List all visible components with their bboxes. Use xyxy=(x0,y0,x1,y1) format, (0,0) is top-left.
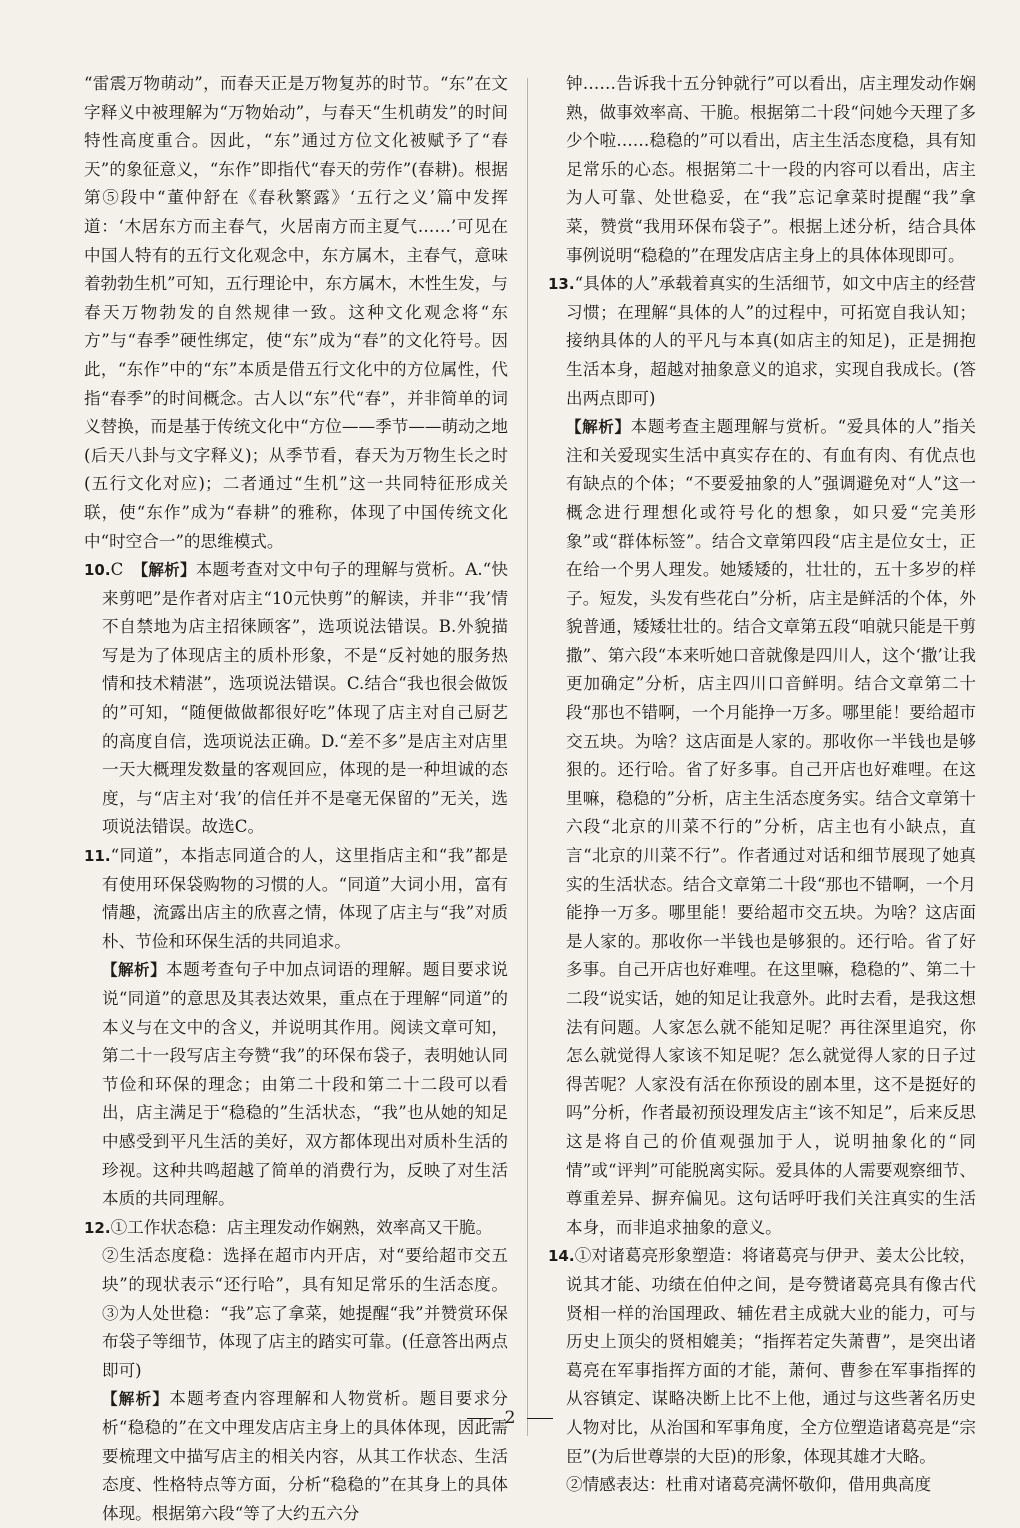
right-column xyxy=(548,70,976,1500)
analysis-label: 【解析】 xyxy=(102,1390,170,1409)
analysis-label: 【解析】 xyxy=(140,561,196,580)
analysis-label: 【解析】 xyxy=(566,418,631,437)
analysis-label: 【解析】 xyxy=(102,961,167,980)
question-13-answer: “具体的人”承载着真实的生活细节，如文中店主的经营习惯；在理解“具体的人”的过程中，可拓宽自我认知；接纳具体的人的平凡与本真(如店主的知足)，正是拥抱生活本身，超越对抽象意义的追求，实现自我成长。(答出两点即可) xyxy=(566,274,976,408)
q12-analysis-continued: 钟……告诉我十五分钟就行”可以看出，店主理发动作娴熟，做事效率高、干脆。根据第二十段“问她今天理了多少个啦……稳稳的”可以看出，店主生活态度稳，具有知足常乐的心态。根据第二十一段的内容可以看出，店主为人可靠、处世稳妥，在“我”忘记拿菜时提醒“我”拿菜，赞赏“我用环保布袋子”。根据上述分析，结合具体事例说明“稳稳的”在理发店店主身上的具体体现即可。 xyxy=(566,74,976,265)
q9-answer-continued: “雷震万物萌动”，而春天正是万物复苏的时节。“东”在文字释义中被理解为“万物始动”，与春天“生机萌发”的时间特性高度重合。因此，“东”通过方位文化被赋予了“春天”的象征意义，“东作”即指代“春天的劳作”(春耕)。根据第⑤段中“董仲舒在《春秋繁露》‘五行之义’篇中发挥道：‘木居东方而主春气，火居南方而主夏气……’可见在中国人特有的五行文化观念中，东方属木，主春气，意味着勃勃生机”可知，五行理论中，东方属木，木性生发，与春天万物勃发的自然规律一致。这种文化观念将“东方”与“春季”硬性绑定，使“东”成为“春”的文化符号。因此，“东作”中的“东”本质是借五行文化中的方位属性，代指“春季”的时间概念。古人以“东”代“春”，并非简单的词义替换，而是基于传统文化中“方位——季节——萌动之地(后天八卦与文字释义)；从季节看，春天为万物生长之时(五行文化对应)；二者通过“生机”这一共同特征形成关联，使“东作”成为“春耕”的雅称，体现了中国传统文化中“时空合一”的思维模式。 xyxy=(84,74,508,551)
question-13-number: 13. xyxy=(548,275,575,294)
left-column xyxy=(84,70,508,1528)
question-14-answer-2: ②情感表达：杜甫对诸葛亮满怀敬仰，借用典高度 xyxy=(566,1475,932,1495)
question-13 xyxy=(548,270,976,413)
page-number xyxy=(0,1408,1020,1428)
page-number-dash-left xyxy=(467,1418,493,1419)
page-number-value: 2 xyxy=(504,1408,516,1428)
question-13-analysis: 本题考查主题理解与赏析。“爱具体的人”指关注和关爱现实生活中真实存在的、有血有肉、有优点也有缺点的个体；“不要爱抽象的人”强调避免对“人”这一概念进行理想化或符号化的想象，如只爱“完美形象”或“群体标签”。结合文章第四段“店主是位女士，正在给一个男人理发。她矮矮的，壮壮的，五十多岁的样子。短发，头发有些花白”分析，店主是鲜活的个体，外貌普通，矮矮壮壮的。结合文章第五段“咱就只能是干剪撒”、第六段“本来听她口音就像是四川人，这个‘撒’让我更加确定”分析，店主四川口音鲜明。结合文章第二十段“那也不错啊，一个月能挣一万多。哪里能！要给超市交五块。为啥？这店面是人家的。那收你一半钱也是够狠的。还行哈。省了好多事。自己开店也好难哩。在这里嘛，稳稳的”分析，店主生活态度务实。结合文章第十六段“北京的川菜不行的”分析，店主也有小缺点，直言“北京的川菜不行”。作者通过对话和细节展现了她真实的生活状态。结合文章第二十段“那也不错啊，一个月能挣一万多。哪里能！要给超市交五块。为啥？这店面是人家的。那收你一半钱也是够狠的。还行哈。省了好多事。自己开店也好难哩。在这里嘛，稳稳的”、第二十二段“说实话，她的知足让我意外。此时去看，是我这想法有问题。人家怎么就不能知足呢？再往深里追究，你怎么就觉得人家该不知足呢？怎么就觉得人家的日子过得苦呢？人家没有活在你预设的剧本里，这不是挺好的吗”分析，作者最初预设理发店主“该不知足”，后来反思这是将自己的价值观强加于人，说明抽象化的“同情”或“评判”可能脱离实际。爱具体的人需要观察细节、尊重差异、摒弃偏见。这句话呼吁我们关注真实的生活本身，而非追求抽象的意义。 xyxy=(566,417,976,1237)
question-12-answer-2: ②生活态度稳：选择在超市内开店，对“要给超市交五块”的现状表示“还行哈”，具有知足常乐的生活态度。③为人处世稳：“我”忘了拿菜，她提醒“我”并赞赏环保布袋子等细节，体现了店主的踏实可靠。(任意答出两点即可) xyxy=(102,1246,508,1380)
column-divider xyxy=(527,78,528,1436)
question-10-answer: C xyxy=(110,560,124,580)
question-11-answer: “同道”，本指志同道合的人，这里指店主和“我”都是有使用环保袋购物的习惯的人。“同道”大词小用，富有情趣，流露出店主的欣喜之情，体现了店主与“我”对质朴、节俭和环保生活的共同追求。 xyxy=(102,846,508,951)
question-10 xyxy=(84,556,508,842)
question-12 xyxy=(84,1214,508,1243)
question-12-number: 12. xyxy=(84,1218,111,1237)
page-number-dash-right xyxy=(527,1418,553,1419)
question-11-analysis: 本题考查句子中加点词语的理解。题目要求说说“同道”的意思及其表达效果，重点在于理解“同道”的本义与在文中的含义，并说明其作用。阅读文章可知，第二十一段写店主夸赞“我”的环保布袋子，表明她认同节俭和环保的理念；由第二十段和第二十二段可以看出，店主满足于“稳稳的”生活状态，“我”也从她的知足中感受到平凡生活的美好，双方都体现出对质朴生活的珍视。这种共鸣超越了简单的消费行为，反映了对生活本质的共同理解。 xyxy=(102,960,508,1209)
question-11-number: 11. xyxy=(84,847,111,866)
question-12-answer-1: ①工作状态稳：店主理发动作娴熟，效率高又干脆。 xyxy=(110,1217,493,1237)
question-12-analysis-block xyxy=(84,1385,508,1528)
question-14-number: 14. xyxy=(548,1247,575,1266)
question-11-analysis-block xyxy=(84,956,508,1213)
question-10-number: 10. xyxy=(84,561,111,580)
question-12-analysis: 本题考查内容理解和人物赏析。题目要求分析“稳稳的”在文中理发店店主身上的具体体现，因此需要梳理文中描写店主的相关内容，从其工作状态、生活态度、性格特点等方面，分析“稳稳的”在其身上的具体体现。根据第六段“等了大约五六分 xyxy=(102,1389,508,1523)
question-13-analysis-block xyxy=(548,413,976,1242)
question-11 xyxy=(84,842,508,956)
question-14 xyxy=(548,1242,976,1471)
question-10-analysis: 本题考查对文中句子的理解与赏析。A.“快来剪吧”是作者对店主“10元快剪”的解读，并非“‘我’情不自禁地为店主招徕顾客”，选项说法错误。B.外貌描写是为了体现店主的质朴形象，不是“反衬她的服务热情和技术精湛”，选项说法错误。C.结合“我也很会做饭的”可知，“随便做做都很好吃”体现了店主对自己厨艺的高度自信，选项说法正确。D.“差不多”是店主对店里一天大概理发数量的客观回应，体现的是一种坦诚的态度，与“店主对‘我’的信任并不是毫无保留的”无关，选项说法错误。故选C。 xyxy=(102,560,508,837)
question-14-answer-1: ①对诸葛亮形象塑造：将诸葛亮与伊尹、姜太公比较，说其才能、功绩在伯仲之间，是夸赞诸葛亮具有像古代贤相一样的治国理政、辅佐君主成就大业的能力，可与历史上顶尖的贤相媲美；“指挥若定失萧曹”，是突出诸葛亮在军事指挥方面的才能，萧何、曹参在军事指挥的从容镇定、谋略决断上比不上他，通过与这些著名历史人物对比，从治国和军事角度，全方位塑造诸葛亮是“宗臣”(为后世尊崇的大臣)的形象，体现其雄才大略。 xyxy=(566,1246,976,1466)
